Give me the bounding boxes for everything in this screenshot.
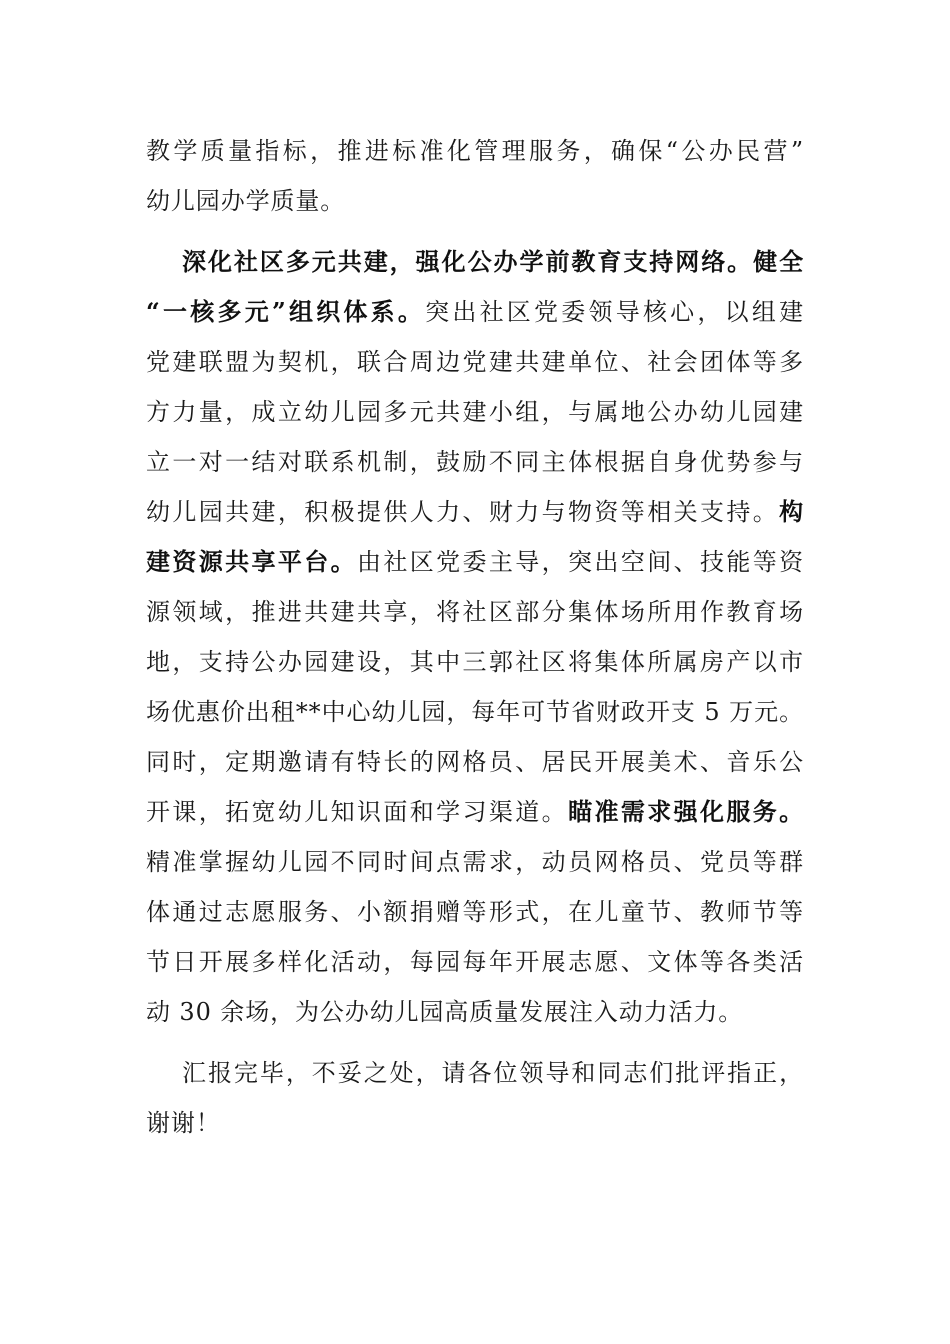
paragraph-2-line-15: [146, 942, 804, 982]
paragraph-2-line-16: [146, 992, 743, 1032]
text-run: 场优惠价出租**中心幼儿园，每年可节省财政开支 5 万元。: [146, 698, 804, 726]
bold-heading-run: 构: [779, 497, 804, 526]
text-run: 汇报完毕，不妥之处，请各位领导和同志们批评指正，: [182, 1059, 804, 1087]
paragraph-2-line-10: [146, 692, 804, 732]
paragraph-2-line-1: [182, 242, 804, 282]
paragraph-3-line-2: [146, 1103, 221, 1143]
paragraph-2-line-6: [146, 492, 804, 532]
text-run: 谢谢！: [146, 1109, 221, 1137]
paragraph-2-line-3: [146, 342, 804, 382]
paragraph-2-line-4: [146, 392, 804, 432]
paragraph-2-line-11: [146, 742, 804, 782]
bold-heading-run: 瞄准需求强化服务。: [568, 797, 804, 826]
paragraph-2-line-5: [146, 442, 804, 482]
text-run: 源领域，推进共建共享，将社区部分集体场所用作教育场: [146, 598, 804, 626]
bold-heading-run: 建资源共享平台。: [146, 547, 358, 576]
paragraph-3-line-1: [182, 1053, 804, 1093]
text-run: 立一对一结对联系机制，鼓励不同主体根据自身优势参与: [146, 448, 804, 476]
text-run: 幼儿园共建，积极提供人力、财力与物资等相关支持。: [146, 498, 780, 526]
text-run: 方力量，成立幼儿园多元共建小组，与属地公办幼儿园建: [146, 398, 804, 426]
text-run: 节日开展多样化活动，每园每年开展志愿、文体等各类活: [146, 948, 804, 976]
text-run: 地，支持公办园建设，其中三郭社区将集体所属房产以市: [146, 648, 804, 676]
text-run: 体通过志愿服务、小额捐赠等形式，在儿童节、教师节等: [146, 898, 804, 926]
paragraph-2-line-7: [146, 542, 804, 582]
text-run: 教学质量指标，推进标准化管理服务，确保“公办民营”: [146, 137, 804, 165]
text-run: 突出社区党委领导核心，以组建: [425, 298, 804, 326]
text-run: 开课，拓宽幼儿知识面和学习渠道。: [146, 798, 569, 826]
text-run: 幼儿园办学质量。: [146, 187, 346, 215]
paragraph-2-line-12: [146, 792, 804, 832]
paragraph-2-line-8: [146, 592, 804, 632]
bold-heading-run: “一核多元”组织体系。: [146, 297, 426, 326]
paragraph-2-line-14: [146, 892, 804, 932]
text-run: 动 30 余场，为公办幼儿园高质量发展注入动力活力。: [146, 998, 744, 1026]
text-run: 由社区党委主导，突出空间、技能等资: [357, 548, 804, 576]
text-run: 同时，定期邀请有特长的网格员、居民开展美术、音乐公: [146, 748, 804, 776]
paragraph-1-line-1: [146, 131, 804, 171]
paragraph-2-line-2: [146, 292, 804, 332]
text-run: 党建联盟为契机，联合周边党建共建单位、社会团体等多: [146, 348, 804, 376]
bold-heading-run: 深化社区多元共建，强化公办学前教育支持网络。健全: [182, 247, 804, 276]
paragraph-2-line-13: [146, 842, 804, 882]
paragraph-1-line-2: [146, 181, 345, 221]
paragraph-2-line-9: [146, 642, 804, 682]
text-run: 精准掌握幼儿园不同时间点需求，动员网格员、党员等群: [146, 848, 804, 876]
